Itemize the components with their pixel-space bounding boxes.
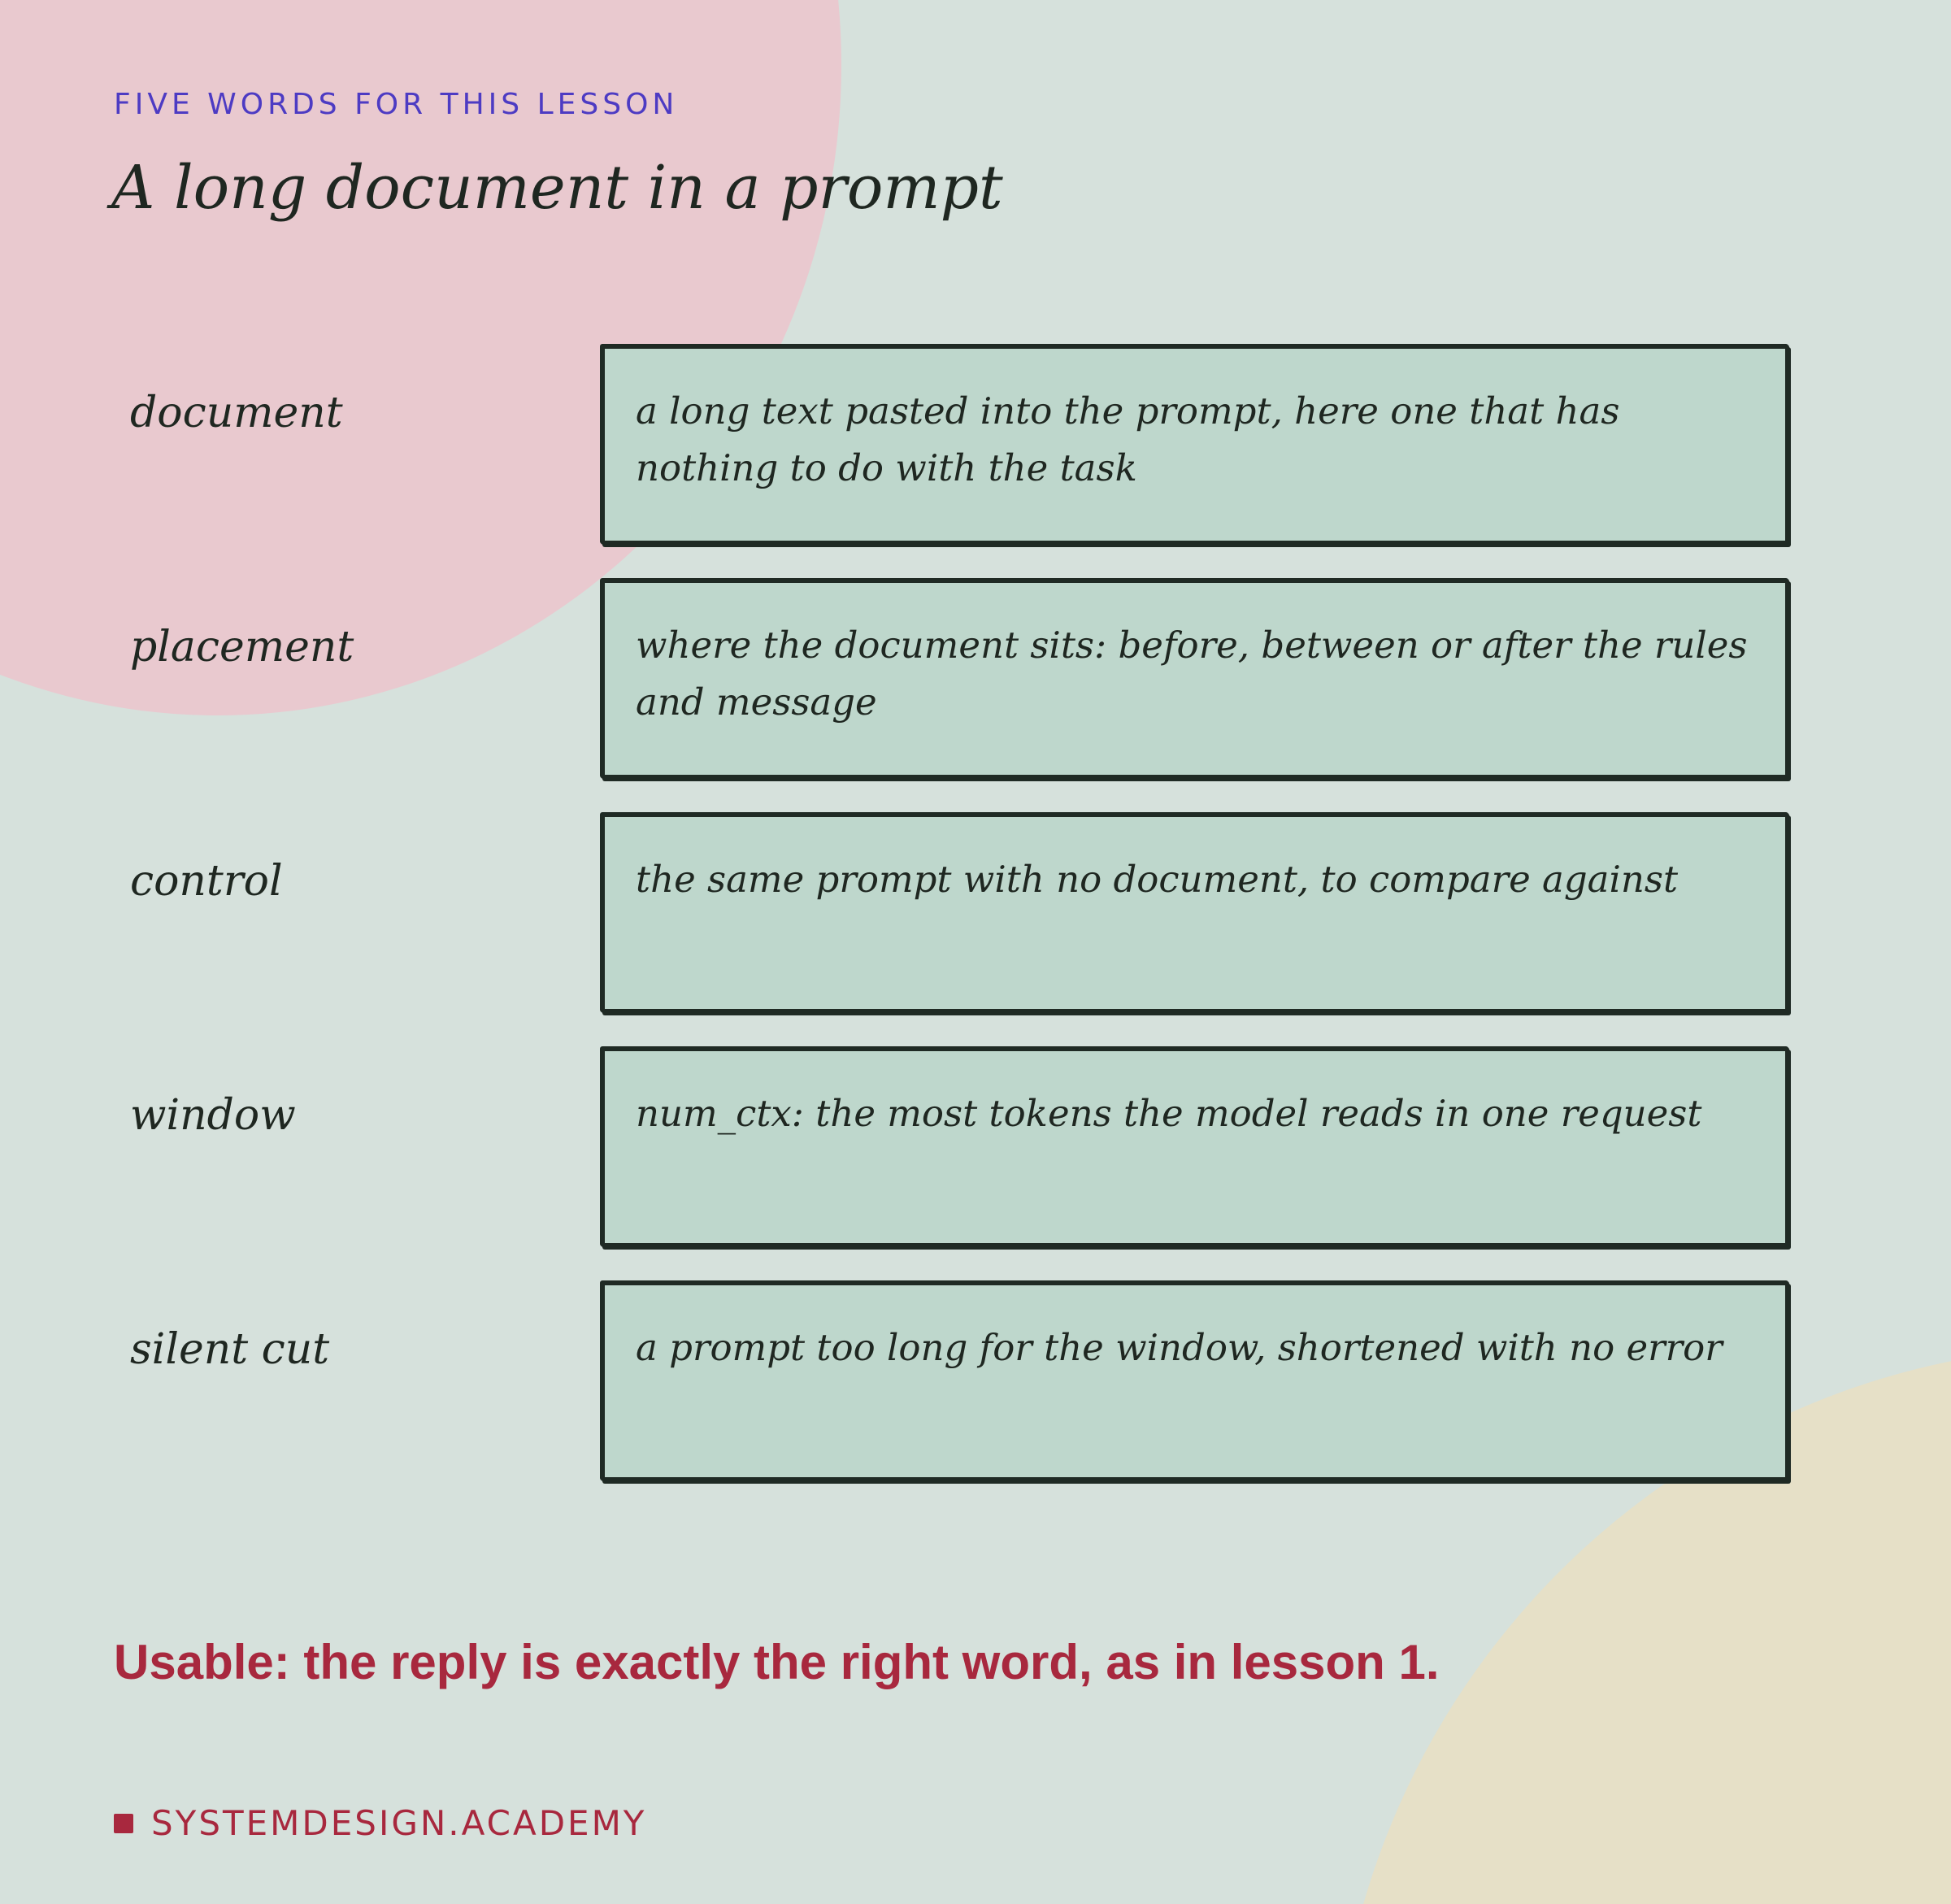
definition-card-placement	[601, 579, 1789, 779]
definition-text: a prompt too long for the window, shortened with no error	[636, 1326, 1723, 1369]
definition-text: where the document sits: before, between or after the rules and message	[636, 624, 1748, 724]
definition-text: the same prompt with no document, to compare against	[636, 858, 1679, 901]
definition-text: a long text pasted into the prompt, here one that has nothing to do with the task	[636, 389, 1620, 489]
eyebrow-label: FIVE WORDS FOR THIS LESSON	[114, 88, 679, 121]
term-control: control	[130, 857, 283, 906]
definition-card-control	[601, 813, 1789, 1013]
brand-footer	[114, 1803, 646, 1843]
term-window: window	[130, 1091, 296, 1140]
term-placement: placement	[130, 623, 354, 672]
definition-card-window	[601, 1047, 1789, 1247]
brand-square-icon	[114, 1814, 133, 1833]
term-silent-cut: silent cut	[130, 1325, 330, 1374]
usable-criterion-note: Usable: the reply is exactly the right word, as in lesson 1.	[114, 1635, 1440, 1689]
brand-name: SYSTEMDESIGN.ACADEMY	[151, 1803, 647, 1843]
page-title: A long document in a prompt	[111, 153, 1003, 223]
definition-text: num_ctx: the most tokens the model reads in one request	[636, 1092, 1702, 1135]
term-document: document	[130, 389, 343, 437]
definition-card-document	[601, 345, 1789, 545]
definition-card-silent-cut	[601, 1281, 1789, 1481]
